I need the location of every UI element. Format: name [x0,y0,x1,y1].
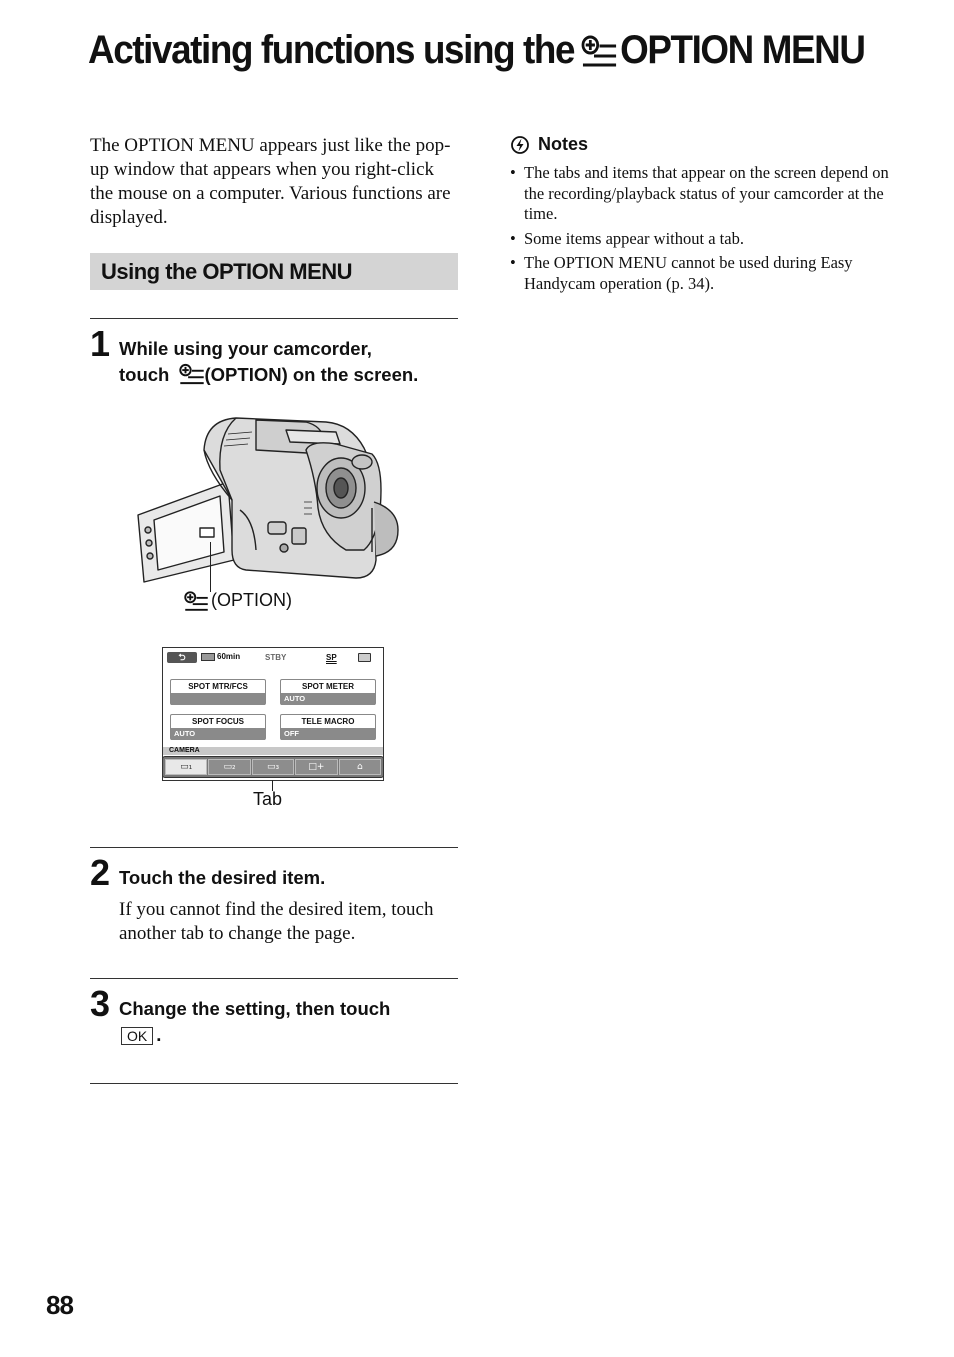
step-3-period: . [156,1024,162,1045]
option-menu-screen [162,647,384,781]
menu-item-label: SPOT METER [301,682,354,691]
menu-item-spot-focus[interactable] [170,714,266,740]
caution-icon [511,136,529,154]
option-callout-label: (OPTION) [211,590,292,610]
menu-item-value: AUTO [281,693,375,705]
note-text: The tabs and items that appear on the screen depend on the recording/playback status of your camcorder at the time. [524,163,889,223]
menu-item-value: AUTO [171,728,265,740]
category-label: CAMERA [163,747,383,755]
menu-item-tele-macro[interactable] [280,714,376,740]
step-number: 1 [90,323,111,364]
step-1-heading [119,336,464,388]
step-1-heading-rest: (OPTION) on the screen. [204,364,419,385]
notes-heading [511,134,588,155]
tab-callout-label: Tab [253,789,283,809]
tab-bar [162,756,384,778]
battery-remaining: 60min [217,652,241,661]
page-title-suffix: OPTION MENU [620,28,865,72]
tab-toolbox[interactable]: ⌂ [339,759,381,775]
status-text: STBY [265,653,287,662]
step-2-heading: Touch the desired item. [119,867,326,888]
step-divider [90,1083,458,1084]
quality-indicator: SP [326,653,337,662]
menu-item-spot-meter[interactable] [280,679,376,705]
notes-list [510,163,890,298]
menu-item-value: OFF [281,728,375,740]
tab-camera-1[interactable]: ▭₁ [165,759,207,775]
note-item: • The tabs and items that appear on the screen depend on the recording/playback status of your camcorder at the time. [510,163,889,223]
screen-status-bar [163,648,383,672]
battery-icon [201,653,215,661]
option-icon [184,591,209,611]
page-number: 88 [46,1290,73,1320]
note-text: The OPTION MENU cannot be used during Easy Handycam operation (p. 34). [524,253,853,293]
step-1-heading-line1: While using your camcorder, [119,338,372,359]
step-3-heading [119,996,464,1048]
menu-item-label: TELE MACRO [301,717,355,726]
step-divider [90,847,458,848]
step-1-heading-touch: touch [119,364,170,385]
step-number: 3 [90,983,111,1024]
ok-button: OK [121,1027,153,1045]
tab-camera-3[interactable]: ▭₃ [252,759,294,775]
step-3-heading-text: Change the setting, then touch [119,998,391,1019]
menu-item-spot-mtr-fcs[interactable] [170,679,266,705]
note-item: • The OPTION MENU cannot be used during Easy Handycam operation (p. 34). [510,253,853,293]
option-menu-icon [581,35,618,67]
section-heading: Using the OPTION MENU [90,253,458,290]
menu-item-value [171,693,265,705]
step-divider [90,978,458,979]
step-number: 2 [90,852,111,893]
tab-add[interactable]: □+ [295,759,337,775]
page-title-prefix: Activating functions using the [88,28,575,72]
note-item: • Some items appear without a tab. [510,228,744,248]
step-divider [90,318,458,319]
intro-paragraph: The OPTION MENU appears just like the pop-up window that appears when you right-click the mouse on a computer. Various functions are displayed. [90,135,451,228]
media-icon [358,653,371,662]
option-icon [179,363,205,385]
notes-title: Notes [538,134,589,154]
note-text: Some items appear without a tab. [524,228,744,248]
tab-camera-2[interactable]: ▭₂ [208,759,250,775]
return-button[interactable]: ⮌ [167,652,197,663]
option-callout-line [210,542,211,592]
camcorder-illustration [136,410,406,585]
battery-indicator [201,652,240,661]
menu-item-label: SPOT FOCUS [191,717,244,726]
step-2-body: If you cannot find the desired item, touch another tab to change the page. [119,899,434,944]
option-callout [184,590,292,611]
menu-item-label: SPOT MTR/FCS [188,682,248,691]
page-title [88,28,865,73]
